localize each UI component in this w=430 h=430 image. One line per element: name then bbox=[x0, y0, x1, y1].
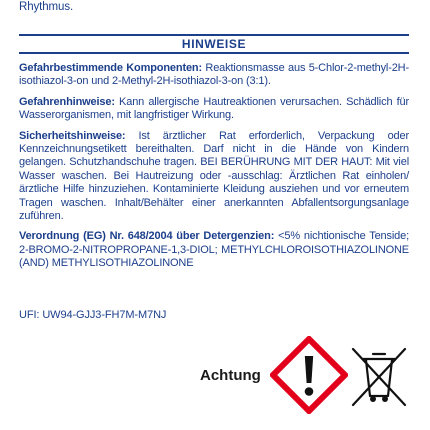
previous-text-fragment: Rhythmus. bbox=[19, 1, 74, 13]
paragraph-label: Gefahrbestimmende Komponenten: bbox=[19, 62, 203, 74]
section-title: HINWEISE bbox=[181, 37, 247, 51]
ufi-code: UFI: UW94-GJJ3-FH7M-M7NJ bbox=[19, 309, 167, 321]
paragraph-safety-statements bbox=[19, 130, 409, 224]
crossed-out-wheelie-bin-icon bbox=[349, 346, 409, 408]
hinweise-content bbox=[19, 62, 409, 278]
section-rule-bottom bbox=[19, 52, 409, 54]
paragraph-detergent-regulation bbox=[19, 230, 409, 270]
paragraph-text: <5% nichtionische Tenside; 2-BROMO-2-NITROPROPANE-1,3-DIOL; METHYLCHLOROISOTHIAZOLINONE (AND) METHYLISOTHIAZOLINONE bbox=[19, 230, 409, 270]
paragraph-label: Verordnung (EG) Nr. 648/2004 über Detergenzien: bbox=[19, 230, 275, 243]
signal-word: Achtung bbox=[200, 367, 261, 384]
paragraph-text: Kann allergische Hautreaktionen verursachen. Schädlich für Wasserorganismen, mit langfristiger Wirkung. bbox=[19, 95, 409, 122]
paragraph-hazard-components bbox=[19, 62, 409, 89]
paragraph-text: Ist ärztlicher Rat erforderlich, Verpackung oder Kennzeichnungsetikett bereithalten. Darf nicht in die Hände von Kindern gelangen. Schutzhandschuhe tragen. BEI BERÜHRUNG MIT DER HAUT: Mit viel Wasser waschen. Bei Hautreizung oder -ausschlag: Ärztlichen Rat einholen/ärztliche Hilfe hinzuziehen. Kontaminierte Kleidung ausziehen und vor erneutem Tragen waschen. Inhalt/Behälter einer anerkannten Abfallentsorgungsanlage zuführen. bbox=[19, 129, 409, 223]
paragraph-text: Reaktionsmasse aus 5-Chlor-2-methyl-2H-isothiazol-3-on und 2-Methyl-2H-isothiazol-3-on (3:1). bbox=[19, 62, 409, 88]
ghs07-exclamation-icon bbox=[270, 336, 348, 414]
paragraph-hazard-statements bbox=[19, 96, 409, 123]
paragraph-label: Gefahrenhinweise: bbox=[19, 95, 115, 108]
paragraph-label: Sicherheitshinweise: bbox=[19, 129, 126, 142]
